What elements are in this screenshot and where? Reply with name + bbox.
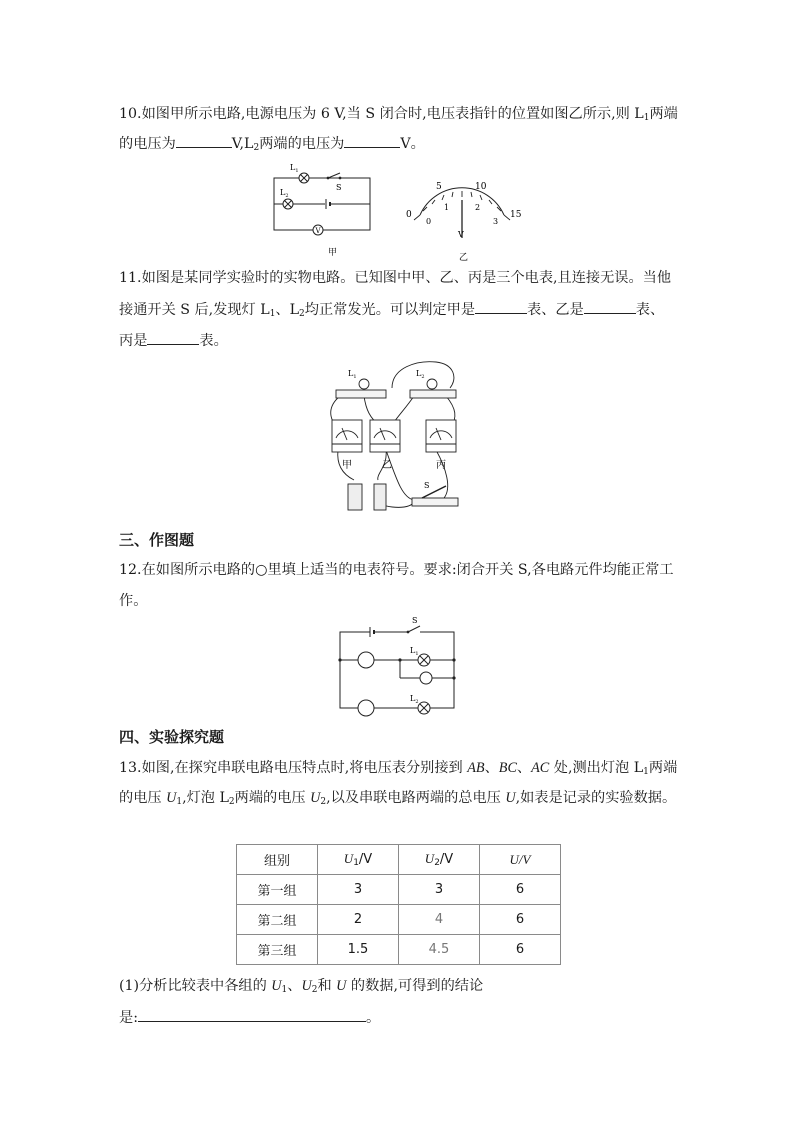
label-v: V <box>315 227 321 235</box>
lamp-bulb-l1 <box>359 379 369 389</box>
meter-jia <box>332 420 362 452</box>
tick-2-inner: 2 <box>475 203 481 212</box>
table-cell: 第一组 <box>237 875 318 905</box>
answer-blank[interactable] <box>147 330 199 345</box>
answer-blank[interactable] <box>344 133 400 148</box>
q12-line-1: 12.在如图所示电路的○里填上适当的电表符号。要求:闭合开关 S,各电路元件均能正常工 <box>119 562 674 578</box>
tick-15-outer: 15 <box>510 210 522 220</box>
tick-0-outer: 0 <box>406 210 412 220</box>
table-cell: 第二组 <box>237 905 318 935</box>
table-cell: 3 <box>318 875 399 905</box>
circuit-wire-frame <box>340 632 454 708</box>
q13-line-2: 的电压 $U_1$,灯泡 $L_2$两端的电压 $U_2$,以及串联电路两端的总电压 U,如表是记录的实验数据。 <box>119 790 677 807</box>
label-l1: $L_1$ <box>290 163 299 174</box>
table-cell: 4 <box>399 905 480 935</box>
q13-line-1: 13.如图,在探究串联电路电压特点时,将电压表分别接到 AB、BC、AC 处,测出灯泡 $L_1$两端 <box>119 760 678 777</box>
table-cell: 2 <box>318 905 399 935</box>
q11-line-1: 11.如图是某同学实验时的实物电路。已知图中甲、乙、丙是三个电表,且连接无误。当他 <box>119 270 672 286</box>
meter-yi <box>370 420 400 452</box>
tick-10-outer: 10 <box>475 182 487 192</box>
meter-circle-blank[interactable] <box>358 700 374 716</box>
circuit-figure-jia <box>266 158 378 258</box>
q10-line-2: 的电压为 $V,L_2$两端的电压为 V。 <box>119 133 425 158</box>
dial-unit-v: V <box>458 230 464 239</box>
table-header-cell: $U_1/V$ <box>318 845 399 875</box>
label-l1: $L_1$ <box>348 369 357 380</box>
switch-board <box>412 498 458 506</box>
battery-1 <box>348 484 362 510</box>
meter-bing <box>426 420 456 452</box>
table-row <box>237 905 561 935</box>
battery-2 <box>374 484 386 510</box>
tick-0-inner: 0 <box>426 217 432 226</box>
caption-yi: 乙 <box>459 253 469 263</box>
lamp-board-l1 <box>336 390 386 398</box>
table-header-cell: 组别 <box>237 845 318 875</box>
q11-line-2: 接通开关 S 后,发现灯 $L_1$、$L_2$均正常发光。可以判定甲是 表、乙是 表、 <box>119 299 664 324</box>
table-cell: 4.5 <box>399 935 480 965</box>
q12-line-2: 作。 <box>119 593 148 609</box>
lamp-board-l2 <box>410 390 456 398</box>
caption-jia: 甲 <box>328 248 338 258</box>
q13-sub1-line-1: (1)分析比较表中各组的 $U_1$、$U_2$和 U 的数据,可得到的结论 <box>119 978 484 995</box>
table-cell: 6 <box>480 935 561 965</box>
tick-1-inner: 1 <box>444 203 450 212</box>
table-row <box>237 875 561 905</box>
section-heading: 三、作图题 <box>119 531 195 549</box>
table-cell: 1.5 <box>318 935 399 965</box>
label-bing: 丙 <box>436 460 446 471</box>
table-cell: 3 <box>399 875 480 905</box>
table-cell: 6 <box>480 875 561 905</box>
table-cell: 第三组 <box>237 935 318 965</box>
circuit-figure-q12 <box>330 614 460 718</box>
meter-circle-blank[interactable] <box>358 652 374 668</box>
label-s: S <box>336 183 342 192</box>
table-row <box>237 935 561 965</box>
label-s: S <box>412 616 418 625</box>
label-l1: $L_1$ <box>410 646 419 657</box>
physical-circuit-figure <box>326 358 468 514</box>
q11-line-3: 丙是 表。 <box>119 330 228 351</box>
voltmeter-dial-figure-yi <box>400 176 530 264</box>
meter-circle-blank[interactable] <box>420 672 432 684</box>
table-header-cell: U/V <box>480 845 561 875</box>
label-l2: $L_2$ <box>410 694 419 705</box>
table-header-row <box>237 845 561 875</box>
answer-blank[interactable] <box>138 1007 366 1022</box>
lamp-bulb-l2 <box>427 379 437 389</box>
label-l2: $L_2$ <box>280 188 289 199</box>
table-header-cell: $U_2/V$ <box>399 845 480 875</box>
answer-blank[interactable] <box>584 299 636 314</box>
label-jia: 甲 <box>342 460 352 471</box>
tick-3-inner: 3 <box>493 217 499 226</box>
label-l2: $L_2$ <box>416 369 425 380</box>
answer-blank[interactable] <box>475 299 527 314</box>
switch-symbol <box>328 173 340 178</box>
tick-5-outer: 5 <box>436 182 442 192</box>
q10-line-1: 10.如图甲所示电路,电源电压为 6 V,当 S 闭合时,电压表指针的位置如图乙所示,则 $L_1$两端 <box>119 106 678 123</box>
label-yi: 乙 <box>382 460 392 471</box>
table-cell: 6 <box>480 905 561 935</box>
answer-blank[interactable] <box>176 133 232 148</box>
data-table <box>236 844 561 965</box>
q13-sub1-line-2: 是: 。 <box>119 1007 380 1028</box>
section-heading: 四、实验探究题 <box>119 728 225 746</box>
label-s: S <box>424 481 430 490</box>
